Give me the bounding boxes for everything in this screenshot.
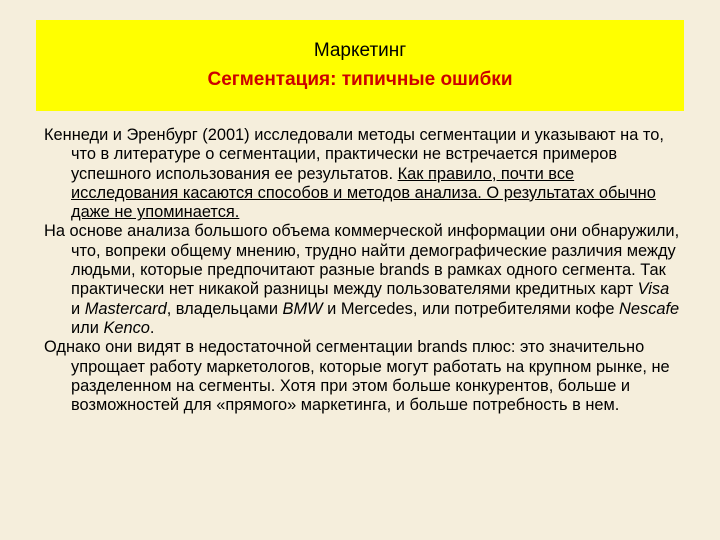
paragraph-text: или	[71, 318, 104, 337]
paragraph-text: Однако они видят в недостаточной сегментации brands плюс: это значительно упрощает работу маркетологов, которые могут работать на крупном рынке, не разделенном на сегменты. Хотя при этом больше конкурентов, больше и возможностей для «прямого» маркетинга, и больше потребность в нем.	[44, 338, 670, 415]
body-text	[44, 126, 682, 415]
brand-nescafe: Nescafe	[619, 299, 680, 318]
paragraph-text: и	[71, 299, 85, 318]
paragraph-research	[44, 126, 682, 222]
brand-kenco: Kenco	[103, 318, 150, 337]
paragraph-text: На основе анализа большого объема коммерческой информации они обнаружили, что, вопреки общему мнению, трудно найти демографические различия между людьми, которые предпочитают разные brands в рамках одного сегмента. Так практически нет никакой разницы между пользователями кредитных карт	[44, 222, 680, 299]
underlined-statement: Как правило, почти все исследования касаются способов и методов анализа. О результатах обычно даже не упоминается.	[71, 164, 656, 222]
slide-title: Сегментация: типичные ошибки	[207, 69, 513, 90]
brand-bmw: BMW	[282, 299, 323, 318]
paragraph-text: , владельцами	[166, 299, 283, 318]
paragraph-text: Кеннеди и Эренбург (2001) исследовали методы сегментации и указывают на то, что в литературе о сегментации, практически не встречается примеров успешного использования ее результатов.	[44, 126, 664, 183]
title-banner	[36, 20, 684, 111]
slide-subject: Маркетинг	[313, 40, 407, 61]
paragraph-findings	[44, 222, 682, 338]
paragraph-conclusion	[44, 338, 682, 415]
brand-mastercard: Mastercard	[84, 299, 167, 318]
brand-visa: Visa	[637, 280, 670, 299]
paragraph-text: и Mercedes, или потребителями кофе	[322, 299, 620, 318]
paragraph-text: .	[149, 318, 155, 337]
